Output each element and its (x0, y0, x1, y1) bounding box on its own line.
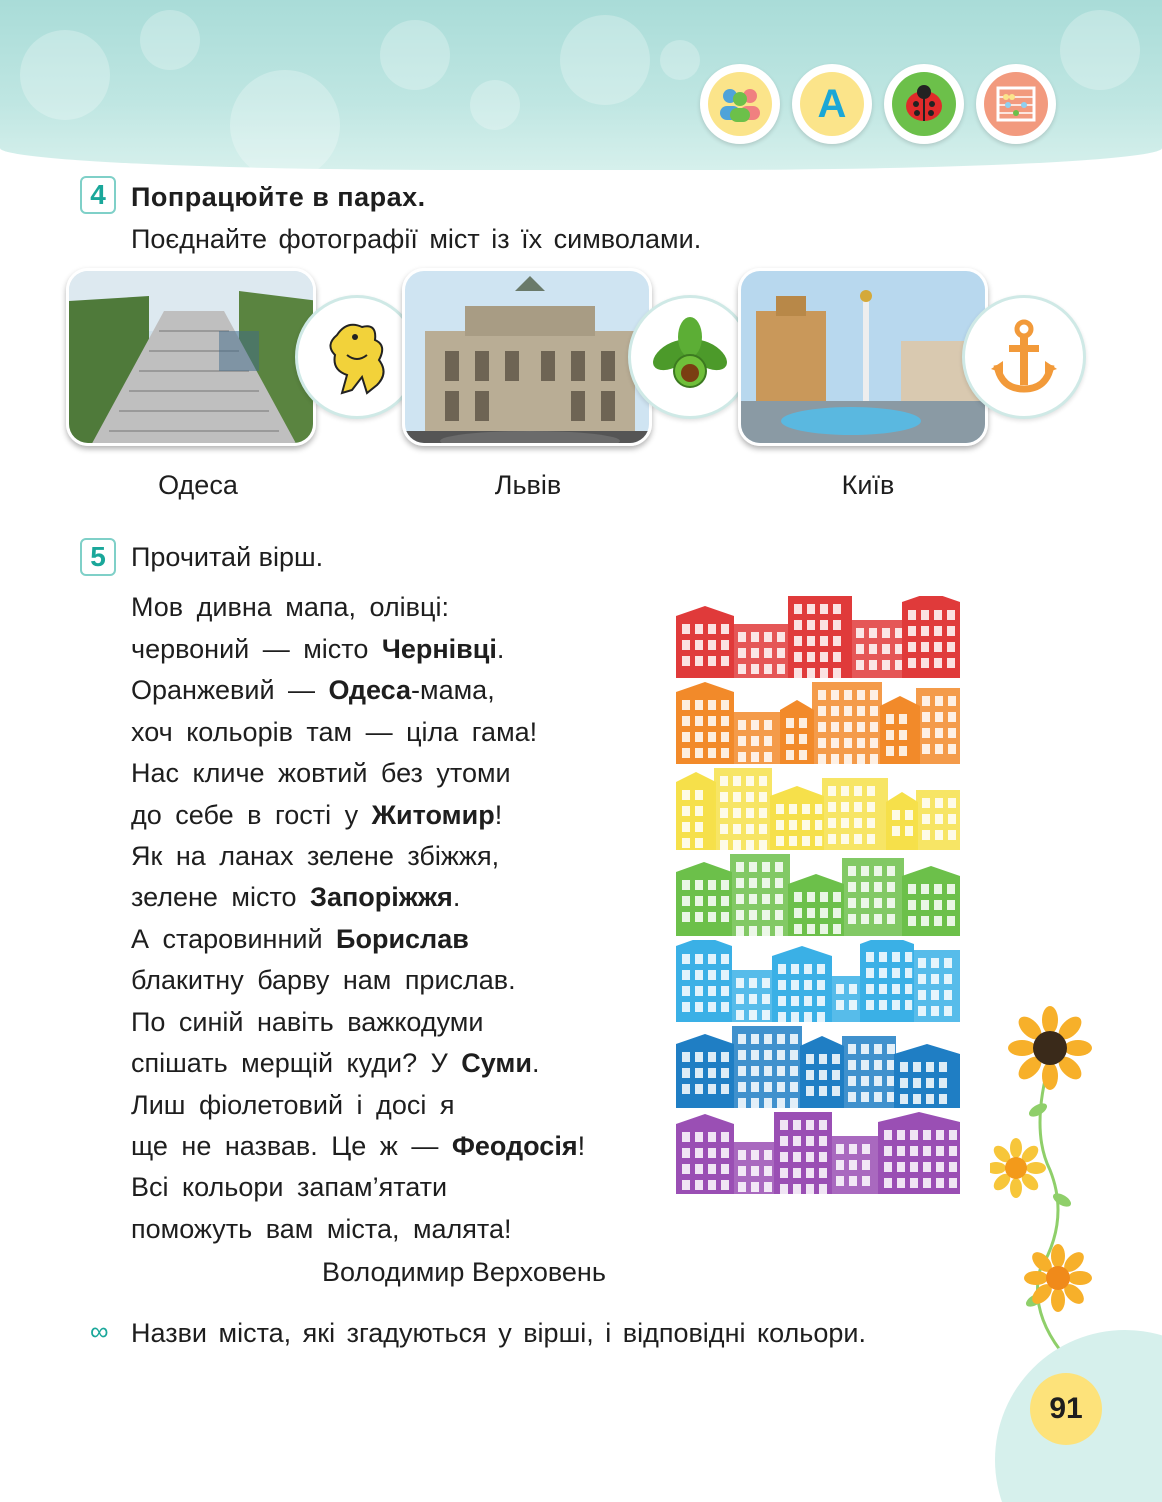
odesa-photo (66, 268, 316, 446)
poem-line: спішать мерщій куди? У Суми. (131, 1048, 540, 1078)
sunflowers-decoration (990, 1000, 1100, 1360)
task-5-number: 5 (80, 538, 116, 576)
house (732, 1026, 802, 1108)
house-row-graphic (676, 768, 966, 852)
house-row-graphic (676, 1026, 966, 1110)
house-row (676, 768, 966, 854)
task-5-instruction: Прочитай вірш. (131, 542, 324, 572)
house (860, 940, 914, 1022)
house (788, 874, 844, 936)
poem-line: ще не назвав. Це ж — Феодосія! (131, 1131, 586, 1161)
anchor-icon[interactable] (962, 295, 1086, 419)
city-label-lviv: Львів (494, 470, 562, 500)
letter-a-icon: A (792, 64, 872, 144)
house (732, 624, 792, 678)
house-row-graphic (676, 1112, 966, 1196)
house (676, 606, 734, 678)
mode-icons (700, 64, 1056, 144)
house (730, 854, 790, 936)
chestnut-icon[interactable] (628, 295, 752, 419)
house (732, 712, 782, 764)
house (774, 1112, 832, 1194)
page-number: 91 (1030, 1373, 1102, 1445)
house (676, 772, 716, 850)
colored-houses-illustration (676, 596, 966, 1198)
kyiv-photo (738, 268, 988, 446)
house (730, 970, 774, 1022)
poem-line: до себе в гості у Житомир! (131, 800, 503, 830)
poem-line: Нас кличе жовтий без утоми (131, 758, 511, 788)
house-row (676, 1026, 966, 1112)
poem-line: Оранжевий — Одеса-мама, (131, 675, 495, 705)
house-row-graphic (676, 940, 966, 1024)
house (770, 786, 824, 850)
house (812, 682, 882, 764)
house (830, 1136, 880, 1194)
house (780, 700, 814, 764)
abacus-icon (976, 64, 1056, 144)
house (894, 1044, 960, 1108)
house-row-graphic (676, 854, 966, 938)
house (880, 696, 920, 764)
follow-up-question: Назви міста, які згадуються у вірші, і відповідні кольори. (131, 1318, 866, 1348)
city-label-kyiv: Київ (841, 470, 895, 500)
house-row-graphic (676, 596, 966, 680)
house (912, 950, 960, 1022)
house (676, 1114, 734, 1194)
poem-line: По синій навіть важкодуми (131, 1007, 484, 1037)
house-row (676, 596, 966, 682)
house (788, 596, 852, 678)
poem-line: Лиш фіолетовий і досі я (131, 1090, 455, 1120)
poem-line: зелене місто Запоріжжя. (131, 882, 461, 912)
house (676, 682, 734, 764)
lion-icon[interactable] (295, 295, 419, 419)
house (850, 620, 904, 678)
house (916, 688, 960, 764)
lviv-photo (402, 268, 652, 446)
poem-line: Мов дивна мапа, олівці: (131, 592, 449, 622)
house (676, 862, 732, 936)
house-row (676, 1112, 966, 1198)
city-label-odesa: Одеса (158, 470, 238, 500)
house (714, 768, 772, 850)
house-row (676, 854, 966, 940)
task-4-instruction: Поєднайте фотографії міст із їх символами. (131, 224, 702, 254)
house (842, 1036, 896, 1108)
house (916, 790, 960, 850)
house (732, 1142, 776, 1194)
poem-line: поможуть вам міста, малята! (131, 1214, 512, 1244)
house (676, 1034, 734, 1108)
poem-author: Володимир Верховень (322, 1257, 606, 1287)
poem-line: Як на ланах зелене збіжжя, (131, 841, 500, 871)
pair-work-icon (700, 64, 780, 144)
house (878, 1112, 960, 1194)
house (772, 946, 832, 1022)
house-row (676, 682, 966, 768)
house (886, 792, 918, 850)
house (800, 1036, 844, 1108)
house (902, 866, 960, 936)
task-4-title: Попрацюйте в парах. (131, 182, 426, 212)
infinity-icon: ∞ (90, 1316, 109, 1346)
task-4-number: 4 (80, 176, 116, 214)
poem-line: Всі кольори запам’ятати (131, 1172, 448, 1202)
house (676, 940, 732, 1022)
house-row-graphic (676, 682, 966, 766)
house (842, 858, 904, 936)
poem-line: А старовинний Борислав (131, 924, 469, 954)
house (902, 596, 960, 678)
ladybug-icon (884, 64, 964, 144)
poem-line: блакитну барву нам прислав. (131, 965, 516, 995)
poem-line: хоч кольорів там — ціла гама! (131, 717, 538, 747)
house-row (676, 940, 966, 1026)
house (822, 778, 888, 850)
house (830, 976, 862, 1022)
poem-line: червоний — місто Чернівці. (131, 634, 505, 664)
